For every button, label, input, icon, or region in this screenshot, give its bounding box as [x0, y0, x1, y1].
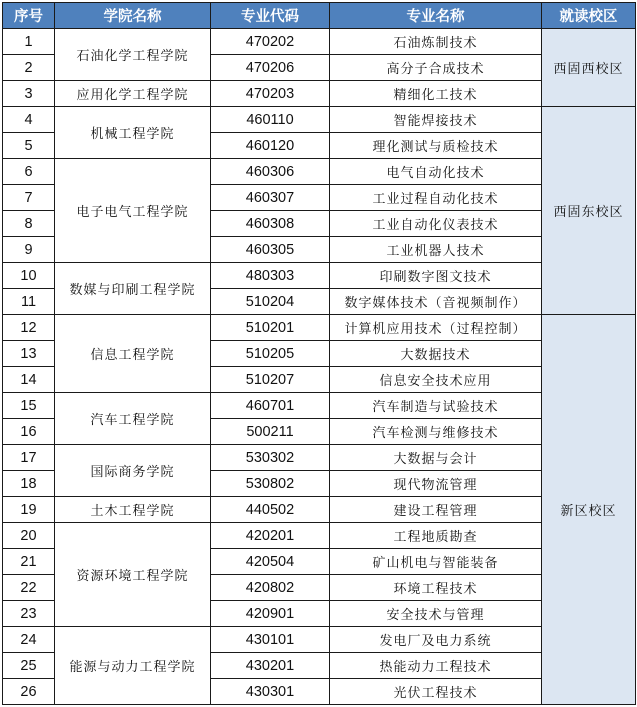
- table-row: [3, 523, 636, 549]
- row-index: 12: [3, 315, 55, 341]
- row-index: 22: [3, 575, 55, 601]
- major-name: 高分子合成技术: [330, 55, 542, 81]
- table-row: [3, 263, 636, 289]
- table-body: [3, 29, 636, 705]
- table-row: [3, 81, 636, 107]
- table-row: [3, 107, 636, 133]
- major-code: 470206: [211, 55, 330, 81]
- row-index: 2: [3, 55, 55, 81]
- major-code: 430301: [211, 679, 330, 705]
- row-index: 6: [3, 159, 55, 185]
- major-code: 420802: [211, 575, 330, 601]
- table-row: [3, 159, 636, 185]
- row-index: 15: [3, 393, 55, 419]
- row-index: 23: [3, 601, 55, 627]
- major-code: 460307: [211, 185, 330, 211]
- table-row: [3, 627, 636, 653]
- row-index: 8: [3, 211, 55, 237]
- header-major-code: 专业代码: [211, 3, 330, 29]
- table-row: [3, 315, 636, 341]
- row-index: 21: [3, 549, 55, 575]
- major-code: 420504: [211, 549, 330, 575]
- major-name: 光伏工程技术: [330, 679, 542, 705]
- row-index: 3: [3, 81, 55, 107]
- major-code: 510207: [211, 367, 330, 393]
- row-index: 18: [3, 471, 55, 497]
- majors-table: [2, 2, 636, 705]
- campus-name: 新区校区: [542, 315, 636, 705]
- major-code: 420901: [211, 601, 330, 627]
- table-row: [3, 497, 636, 523]
- table-row: [3, 393, 636, 419]
- major-name: 发电厂及电力系统: [330, 627, 542, 653]
- row-index: 14: [3, 367, 55, 393]
- college-name: 汽车工程学院: [55, 393, 211, 445]
- major-code: 430201: [211, 653, 330, 679]
- campus-name: 西固东校区: [542, 107, 636, 315]
- row-index: 17: [3, 445, 55, 471]
- major-name: 电气自动化技术: [330, 159, 542, 185]
- college-name: 资源环境工程学院: [55, 523, 211, 627]
- row-index: 7: [3, 185, 55, 211]
- major-name: 工业过程自动化技术: [330, 185, 542, 211]
- college-name: 能源与动力工程学院: [55, 627, 211, 705]
- campus-name: 西固西校区: [542, 29, 636, 107]
- row-index: 24: [3, 627, 55, 653]
- major-name: 工业自动化仪表技术: [330, 211, 542, 237]
- major-code: 460306: [211, 159, 330, 185]
- major-code: 510201: [211, 315, 330, 341]
- major-code: 460308: [211, 211, 330, 237]
- major-code: 510205: [211, 341, 330, 367]
- major-name: 环境工程技术: [330, 575, 542, 601]
- major-code: 470202: [211, 29, 330, 55]
- college-name: 土木工程学院: [55, 497, 211, 523]
- major-code: 530802: [211, 471, 330, 497]
- header-campus: 就读校区: [542, 3, 636, 29]
- college-name: 信息工程学院: [55, 315, 211, 393]
- major-name: 工程地质勘查: [330, 523, 542, 549]
- major-name: 智能焊接技术: [330, 107, 542, 133]
- major-name: 安全技术与管理: [330, 601, 542, 627]
- row-index: 25: [3, 653, 55, 679]
- row-index: 4: [3, 107, 55, 133]
- major-name: 大数据与会计: [330, 445, 542, 471]
- header-major-name: 专业名称: [330, 3, 542, 29]
- header-index: 序号: [3, 3, 55, 29]
- major-name: 石油炼制技术: [330, 29, 542, 55]
- row-index: 13: [3, 341, 55, 367]
- major-code: 430101: [211, 627, 330, 653]
- major-name: 现代物流管理: [330, 471, 542, 497]
- major-name: 印刷数字图文技术: [330, 263, 542, 289]
- major-name: 大数据技术: [330, 341, 542, 367]
- major-name: 精细化工技术: [330, 81, 542, 107]
- row-index: 9: [3, 237, 55, 263]
- major-name: 建设工程管理: [330, 497, 542, 523]
- major-code: 510204: [211, 289, 330, 315]
- major-name: 热能动力工程技术: [330, 653, 542, 679]
- major-name: 矿山机电与智能装备: [330, 549, 542, 575]
- table-row: [3, 29, 636, 55]
- major-name: 理化测试与质检技术: [330, 133, 542, 159]
- major-name: 汽车制造与试验技术: [330, 393, 542, 419]
- row-index: 1: [3, 29, 55, 55]
- major-name: 汽车检测与维修技术: [330, 419, 542, 445]
- major-code: 420201: [211, 523, 330, 549]
- row-index: 19: [3, 497, 55, 523]
- major-name: 信息安全技术应用: [330, 367, 542, 393]
- college-name: 石油化学工程学院: [55, 29, 211, 81]
- major-name: 工业机器人技术: [330, 237, 542, 263]
- major-code: 460701: [211, 393, 330, 419]
- table-row: [3, 445, 636, 471]
- major-code: 460305: [211, 237, 330, 263]
- college-name: 电子电气工程学院: [55, 159, 211, 263]
- row-index: 11: [3, 289, 55, 315]
- college-name: 数媒与印刷工程学院: [55, 263, 211, 315]
- major-code: 460110: [211, 107, 330, 133]
- college-name: 国际商务学院: [55, 445, 211, 497]
- table-header-row: [3, 3, 636, 29]
- college-name: 应用化学工程学院: [55, 81, 211, 107]
- college-name: 机械工程学院: [55, 107, 211, 159]
- row-index: 5: [3, 133, 55, 159]
- row-index: 16: [3, 419, 55, 445]
- row-index: 20: [3, 523, 55, 549]
- major-code: 500211: [211, 419, 330, 445]
- row-index: 10: [3, 263, 55, 289]
- header-college: 学院名称: [55, 3, 211, 29]
- row-index: 26: [3, 679, 55, 705]
- major-name: 计算机应用技术（过程控制）: [330, 315, 542, 341]
- major-code: 480303: [211, 263, 330, 289]
- major-code: 530302: [211, 445, 330, 471]
- major-name: 数字媒体技术（音视频制作）: [330, 289, 542, 315]
- major-code: 440502: [211, 497, 330, 523]
- major-code: 470203: [211, 81, 330, 107]
- major-code: 460120: [211, 133, 330, 159]
